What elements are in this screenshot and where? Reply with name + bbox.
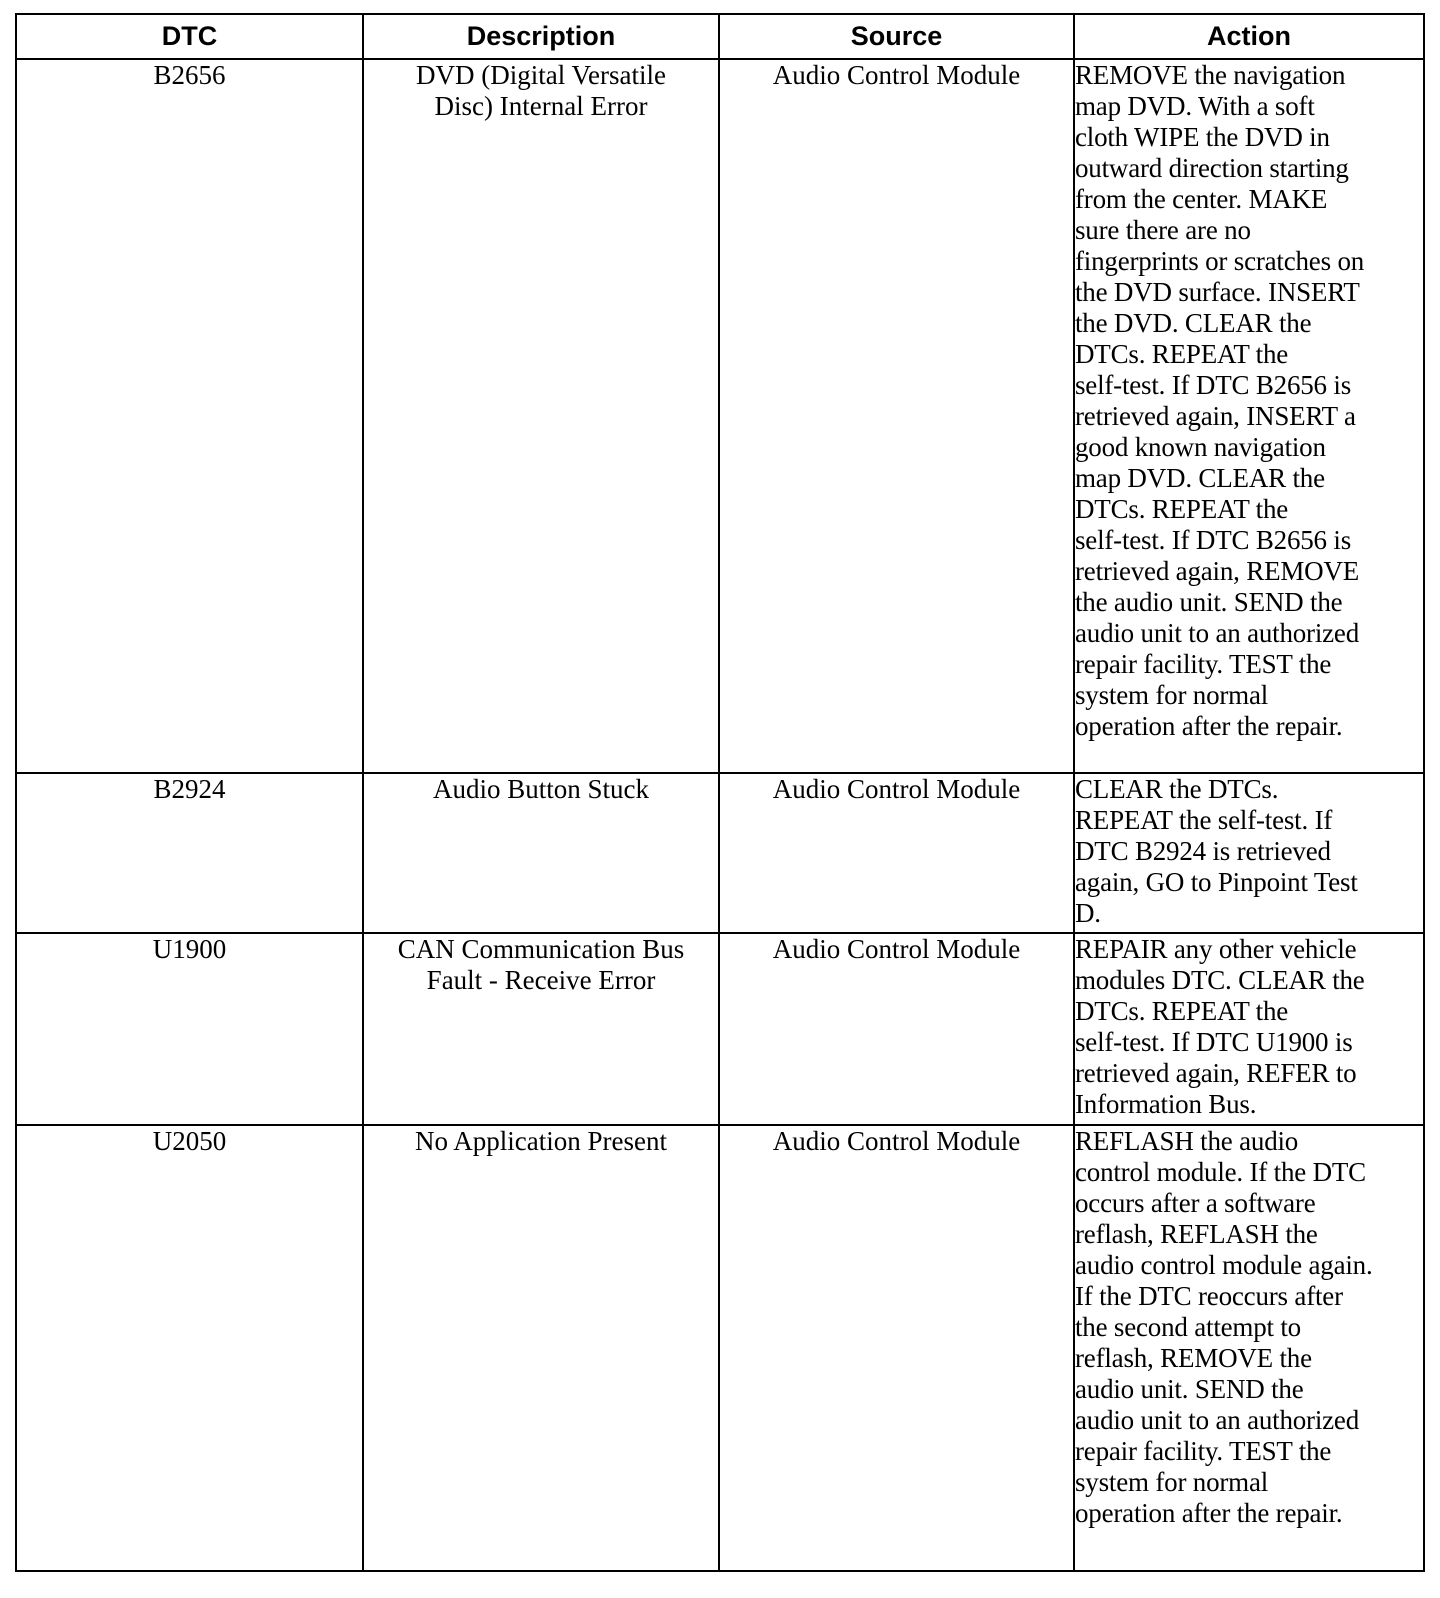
source-cell: Audio Control Module bbox=[719, 933, 1074, 1125]
action-line: REMOVE the navigation bbox=[1075, 60, 1346, 90]
action-line: audio unit. SEND the bbox=[1075, 1374, 1304, 1404]
action-line: reflash, REMOVE the bbox=[1075, 1343, 1312, 1373]
action-line: map DVD. CLEAR the bbox=[1075, 463, 1325, 493]
action-line: occurs after a software bbox=[1075, 1188, 1316, 1218]
header-description: Description bbox=[363, 14, 719, 59]
action-line: from the center. MAKE bbox=[1075, 184, 1328, 214]
action-line: cloth WIPE the DVD in bbox=[1075, 122, 1330, 152]
description-cell bbox=[363, 1125, 719, 1571]
dtc-code-cell: B2924 bbox=[16, 773, 363, 933]
action-line: operation after the repair. bbox=[1075, 1498, 1343, 1528]
action-line: audio unit to an authorized bbox=[1075, 618, 1360, 648]
source-cell: Audio Control Module bbox=[719, 59, 1074, 773]
action-line: self-test. If DTC U1900 is bbox=[1075, 1027, 1353, 1057]
action-line: D. bbox=[1075, 898, 1101, 928]
action-line: operation after the repair. bbox=[1075, 711, 1343, 741]
action-line: self-test. If DTC B2656 is bbox=[1075, 370, 1352, 400]
table-row bbox=[16, 933, 1424, 1125]
action-line: REFLASH the audio bbox=[1075, 1126, 1299, 1156]
description-line: No Application Present bbox=[415, 1126, 667, 1156]
description-line: Fault - Receive Error bbox=[426, 965, 656, 995]
action-line: retrieved again, REMOVE bbox=[1075, 556, 1360, 586]
action-line: the DVD. CLEAR the bbox=[1075, 308, 1312, 338]
action-line: system for normal bbox=[1075, 680, 1269, 710]
action-line: DTCs. REPEAT the bbox=[1075, 996, 1289, 1026]
action-line: self-test. If DTC B2656 is bbox=[1075, 525, 1352, 555]
action-line: reflash, REFLASH the bbox=[1075, 1219, 1318, 1249]
description-cell bbox=[363, 773, 719, 933]
action-line: Information Bus. bbox=[1075, 1089, 1257, 1119]
table-row bbox=[16, 59, 1424, 773]
action-line: sure there are no bbox=[1075, 215, 1251, 245]
action-line: fingerprints or scratches on bbox=[1075, 246, 1365, 276]
header-source: Source bbox=[719, 14, 1074, 59]
action-line: again, GO to Pinpoint Test bbox=[1075, 867, 1358, 897]
description-cell bbox=[363, 933, 719, 1125]
action-line: repair facility. TEST the bbox=[1075, 649, 1332, 679]
source-cell: Audio Control Module bbox=[719, 1125, 1074, 1571]
action-line: modules DTC. CLEAR the bbox=[1075, 965, 1365, 995]
action-line: retrieved again, INSERT a bbox=[1075, 401, 1356, 431]
header-action: Action bbox=[1074, 14, 1424, 59]
action-line: retrieved again, REFER to bbox=[1075, 1058, 1357, 1088]
action-line: DTCs. REPEAT the bbox=[1075, 494, 1289, 524]
action-line: REPAIR any other vehicle bbox=[1075, 934, 1357, 964]
action-cell bbox=[1074, 933, 1424, 1125]
description-line: Disc) Internal Error bbox=[434, 91, 648, 121]
action-line: REPEAT the self-test. If bbox=[1075, 805, 1333, 835]
dtc-table bbox=[15, 13, 1425, 1572]
action-line: map DVD. With a soft bbox=[1075, 91, 1315, 121]
action-line: control module. If the DTC bbox=[1075, 1157, 1366, 1187]
header-dtc: DTC bbox=[16, 14, 363, 59]
action-line: DTCs. REPEAT the bbox=[1075, 339, 1289, 369]
description-line: DVD (Digital Versatile bbox=[416, 60, 666, 90]
table-row bbox=[16, 1125, 1424, 1571]
table-row bbox=[16, 773, 1424, 933]
dtc-code-cell: B2656 bbox=[16, 59, 363, 773]
table-header-row bbox=[16, 14, 1424, 59]
action-line: audio control module again. bbox=[1075, 1250, 1373, 1280]
description-cell bbox=[363, 59, 719, 773]
description-line: Audio Button Stuck bbox=[432, 774, 649, 804]
action-line: the audio unit. SEND the bbox=[1075, 587, 1343, 617]
description-line: CAN Communication Bus bbox=[397, 934, 685, 964]
action-line: the second attempt to bbox=[1075, 1312, 1301, 1342]
action-line: system for normal bbox=[1075, 1467, 1269, 1497]
action-line: CLEAR the DTCs. bbox=[1075, 774, 1279, 804]
action-cell bbox=[1074, 59, 1424, 773]
action-line: outward direction starting bbox=[1075, 153, 1349, 183]
dtc-code-cell: U1900 bbox=[16, 933, 363, 1125]
dtc-code-cell: U2050 bbox=[16, 1125, 363, 1571]
action-cell bbox=[1074, 773, 1424, 933]
action-line: the DVD surface. INSERT bbox=[1075, 277, 1360, 307]
action-line: If the DTC reoccurs after bbox=[1075, 1281, 1343, 1311]
action-line: DTC B2924 is retrieved bbox=[1075, 836, 1331, 866]
action-line: audio unit to an authorized bbox=[1075, 1405, 1360, 1435]
action-cell bbox=[1074, 1125, 1424, 1571]
action-line: good known navigation bbox=[1075, 432, 1326, 462]
source-cell: Audio Control Module bbox=[719, 773, 1074, 933]
action-line: repair facility. TEST the bbox=[1075, 1436, 1332, 1466]
